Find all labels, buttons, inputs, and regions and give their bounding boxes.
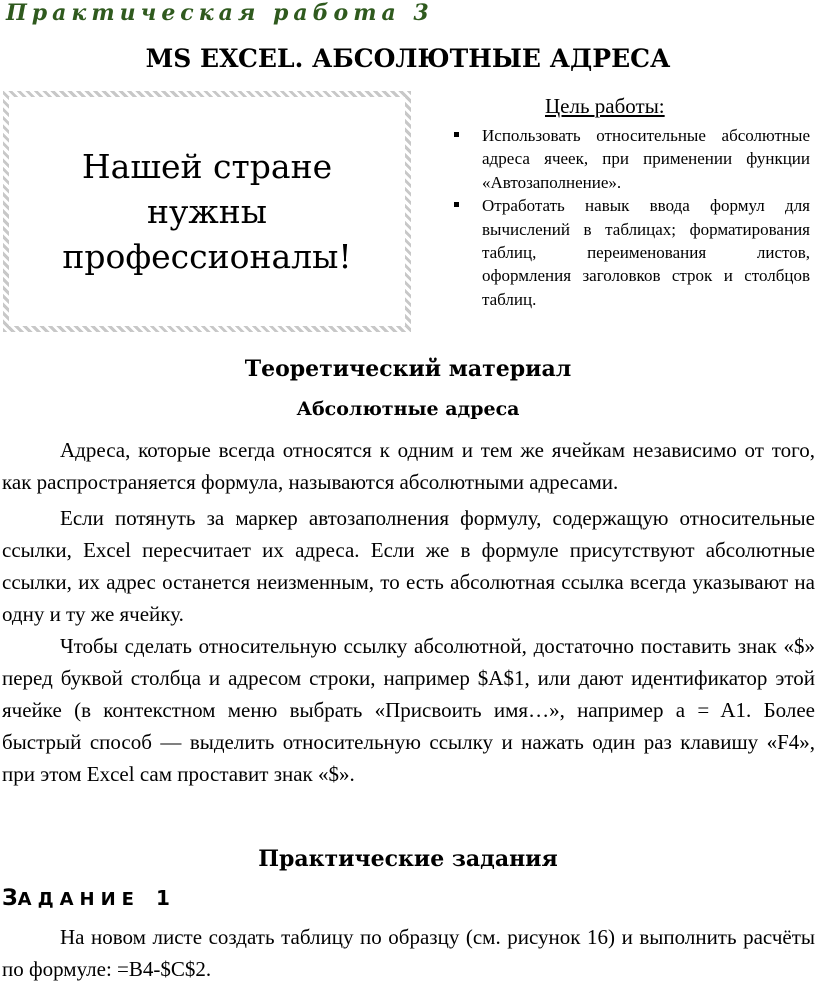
goal-title: Цель работы:: [545, 94, 665, 118]
theory-paragraph: Чтобы сделать относительную ссылку абсолютной, достаточно поставить знак «$» перед буквой столбца и адресом строки, например $A$1, или дают идентификатор этой ячейке (в контекстном меню выбрать «Присвоить имя…», например a = A1. Более быстрый способ — выделить относительную ссылку и нажать один раз клавишу «F4», при этом Excel сам проставит знак «$».: [2, 634, 815, 786]
main-title: MS EXCEL. АБСОЛЮТНЫЕ АДРЕСА: [145, 44, 671, 73]
bullet-icon: [454, 132, 459, 137]
task-heading-letter: З: [2, 886, 18, 911]
goal-item-text: Использовать относительные абсолютные адреса ячеек, при применении функции «Автозаполнение».: [482, 126, 810, 192]
slogan-text: [62, 144, 351, 279]
goal-list: [454, 124, 810, 311]
slogan-line: нужны: [146, 192, 268, 231]
bullet-icon: [454, 202, 459, 207]
practice-title: Практические задания: [258, 846, 558, 872]
task-heading-number: 1: [155, 886, 170, 910]
theory-title: Теоретический материал: [244, 356, 572, 382]
goal-item: [454, 194, 810, 311]
task-heading-word: АДАНИЕ: [17, 889, 140, 910]
task-text: На новом листе создать таблицу по образцу (см. рисунок 16) и выполнить расчёты по формуле: =B4-$C$2.: [2, 925, 815, 981]
slogan-line: Нашей стране: [81, 147, 333, 186]
theory-paragraph: Если потянуть за маркер автозаполнения формулу, содержащую относительные ссылки, Excel пересчитает их адреса. Если же в формуле присутствуют абсолютные ссылки, их адрес останется неизменным, то есть абсолютная ссылка всегда указывают на одну и ту же ячейку.: [2, 506, 815, 626]
goal-item-text: Отработать навык ввода формул для вычислений в таблицах; форматирования таблиц, переименования листов, оформления заголовков строк и столбцов таблиц.: [482, 196, 810, 309]
task-heading: [2, 886, 170, 911]
slogan-line: профессионалы!: [62, 237, 352, 276]
slogan-box: [3, 91, 411, 332]
theory-paragraph: Адреса, которые всегда относятся к одним и тем же ячейкам независимо от того, как распространяется формула, называются абсолютными адресами.: [2, 438, 815, 494]
goal-item: [454, 124, 810, 194]
work-title: Практическая работа 3: [6, 0, 434, 26]
theory-subtitle: Абсолютные адреса: [296, 398, 520, 420]
